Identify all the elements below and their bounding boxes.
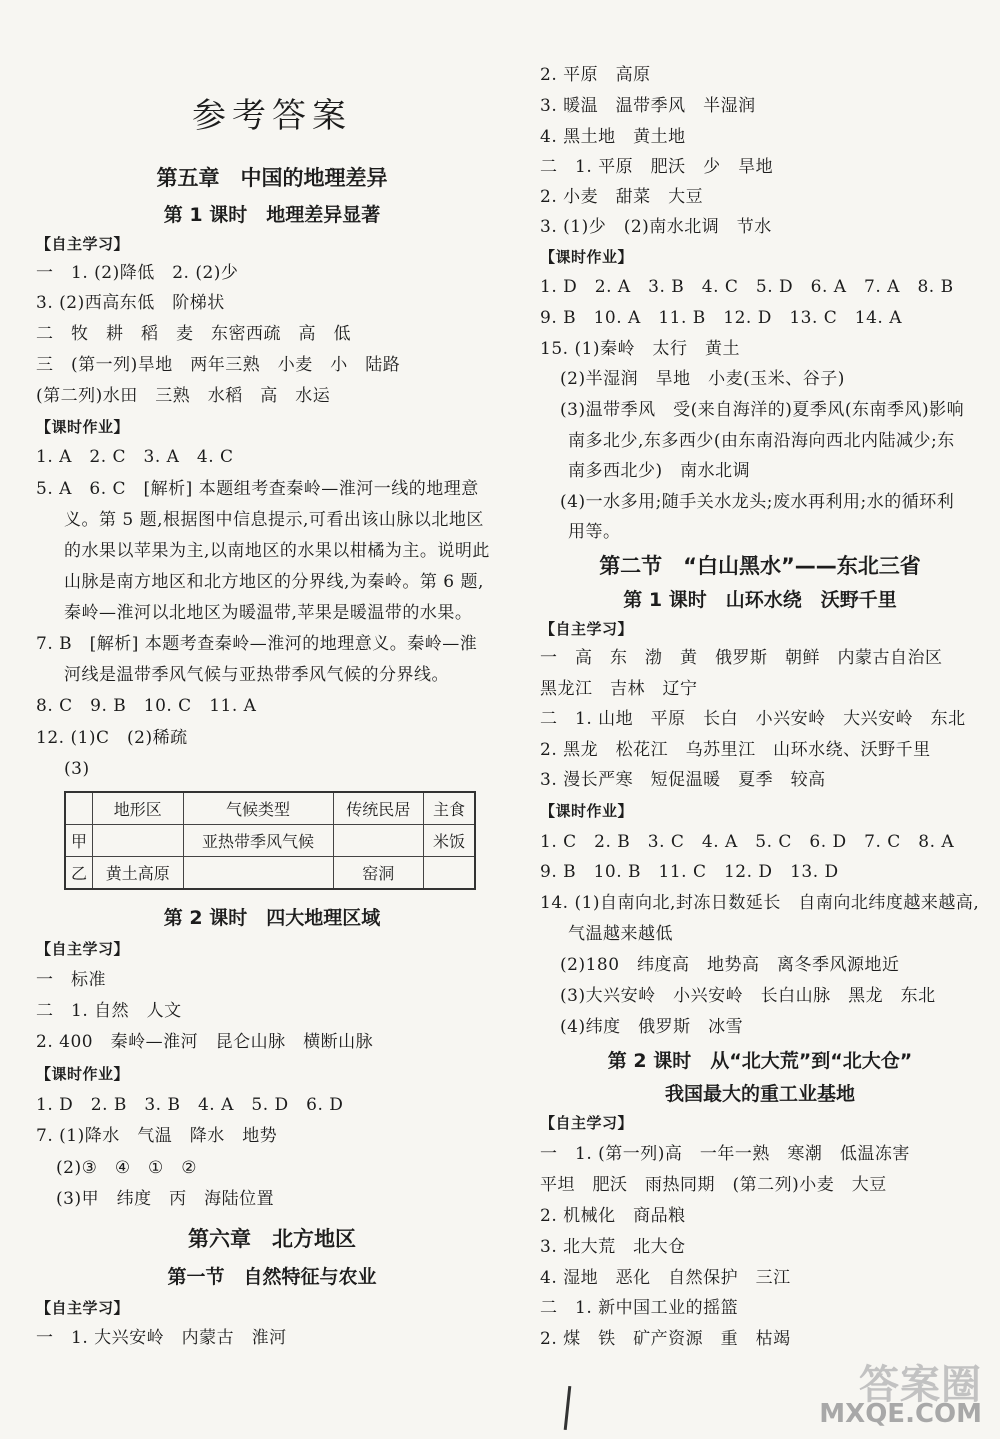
tag-zizhu-5: 【自主学习】 (540, 1114, 634, 1132)
answer-line: 气温越来越低 (568, 924, 673, 944)
answer-line: 义。第 5 题,根据图中信息提示,可看出该山脉以北地区 (64, 510, 484, 530)
answer-line: (2)半湿润 旱地 小麦(玉米、谷子) (560, 369, 845, 389)
answer-line: (2)180 纬度高 地势高 离冬季风源地近 (560, 955, 900, 975)
tag-zizhu-4: 【自主学习】 (540, 620, 634, 638)
answer-line: 3. 北大荒 北大仓 (540, 1237, 686, 1257)
answer-line: 黑龙江 吉林 辽宁 (540, 679, 698, 699)
answer-line: 的水果以苹果为主,以南地区的水果以柑橘为主。说明此 (64, 541, 490, 561)
answer-line: 山脉是南方地区和北方地区的分界线,为秦岭。第 6 题, (64, 572, 484, 592)
answer-line: 2. 机械化 商品粮 (540, 1206, 686, 1226)
table-cell (333, 825, 424, 857)
table-cell: 亚热带季风气候 (183, 825, 333, 857)
answer-line: (4)一水多用;随手关水龙头;废水再利用;水的循环利 (560, 492, 955, 512)
table-row (65, 857, 475, 890)
answer-line: 二 1. 山地 平原 长白 小兴安岭 大兴安岭 东北 (540, 709, 966, 729)
answer-line: 8. C 9. B 10. C 11. A (36, 696, 257, 716)
watermark-url: MXQE.COM (819, 1399, 982, 1429)
table-cell: 甲 (65, 825, 93, 857)
watermark (819, 1353, 986, 1429)
answer-line: 一 1. (2)降低 2. (2)少 (36, 263, 239, 283)
answer-line: 1. A 2. C 3. A 4. C (36, 447, 234, 467)
answer-line: (3)大兴安岭 小兴安岭 长白山脉 黑龙 东北 (560, 986, 936, 1006)
answer-line: 用等。 (568, 522, 621, 542)
answer-line: 2. 平原 高原 (540, 65, 651, 85)
answer-line: 2. 400 秦岭—淮河 昆仑山脉 横断山脉 (36, 1032, 374, 1052)
tag-zizhu-3: 【自主学习】 (36, 1299, 130, 1317)
answer-line: 三 (第一列)旱地 两年三熟 小麦 小 陆路 (36, 355, 401, 375)
answer-line: 二 1. 自然 人文 (36, 1001, 182, 1021)
answer-line: 2. 黑龙 松花江 乌苏里江 山环水绕、沃野千里 (540, 740, 931, 760)
answer-line: 9. B 10. B 11. C 12. D 13. D (540, 862, 839, 882)
answer-line: 河线是温带季风气候与亚热带季风气候的分界线。 (64, 665, 449, 685)
table-cell: 米饭 (424, 825, 476, 857)
table-cell: 窑洞 (333, 857, 424, 890)
lesson4-title: 第 2 课时 从“北大荒”到“北大仓” (607, 1050, 913, 1072)
table-cell: 地形区 (93, 792, 184, 825)
answer-line: 14. (1)自南向北,封冻日数延长 自南向北纬度越来越高, (540, 893, 980, 913)
answer-line: 3. (1)少 (2)南水北调 节水 (540, 217, 772, 237)
table-cell (93, 825, 184, 857)
answer-line: 秦岭—淮河以北地区为暖温带,苹果是暖温带的水果。 (64, 603, 473, 623)
lesson3-title: 第 1 课时 山环水绕 沃野千里 (623, 589, 897, 611)
table-cell (424, 857, 476, 890)
lesson2-title: 第 2 课时 四大地理区域 (163, 907, 381, 929)
tag-zizhu-2: 【自主学习】 (36, 940, 130, 958)
table-row (65, 825, 475, 857)
table-cell: 乙 (65, 857, 93, 890)
chapter5-title: 第五章 中国的地理差异 (156, 166, 388, 190)
answer-line: (4)纬度 俄罗斯 冰雪 (560, 1017, 744, 1037)
answer-line: 4. 黑土地 黄土地 (540, 127, 686, 147)
table-header-row (65, 792, 475, 825)
climate-table (64, 791, 476, 890)
answer-line: 4. 湿地 恶化 自然保护 三江 (540, 1268, 791, 1288)
answer-line: 1. D 2. A 3. B 4. C 5. D 6. A 7. A 8. B (540, 277, 954, 297)
answer-line: (3)温带季风 受(来自海洋的)夏季风(东南季风)影响 (560, 400, 965, 420)
watermark-logo: 答案圈 (859, 1362, 982, 1408)
lesson4-subtitle: 我国最大的重工业基地 (664, 1083, 855, 1105)
answer-line: 南多北少,东多西少(由东南沿海向西北内陆减少;东 (568, 431, 955, 451)
answer-line: 南多西北少) 南水北调 (568, 461, 751, 481)
tag-keshi-2: 【课时作业】 (36, 1065, 130, 1083)
answer-line: 一 标准 (36, 970, 106, 990)
answer-line: 2. 煤 铁 矿产资源 重 枯竭 (540, 1329, 791, 1349)
answer-line: 二 1. 平原 肥沃 少 旱地 (540, 157, 774, 177)
table-cell (65, 792, 93, 825)
answer-line: 二 1. 新中国工业的摇篮 (540, 1298, 739, 1318)
section1-title: 第一节 自然特征与农业 (167, 1266, 377, 1288)
table-cell (183, 857, 333, 890)
answer-line: (3)甲 纬度 丙 海陆位置 (56, 1189, 275, 1209)
answer-line: 1. D 2. B 3. B 4. A 5. D 6. D (36, 1095, 344, 1115)
answer-line: 二 牧 耕 稻 麦 东密西疏 高 低 (36, 324, 351, 344)
answer-line: (3) (64, 759, 90, 779)
answer-line: 1. C 2. B 3. C 4. A 5. C 6. D 7. C 8. A (540, 832, 955, 852)
table-cell: 主食 (424, 792, 476, 825)
answer-line: 一 高 东 渤 黄 俄罗斯 朝鲜 内蒙古自治区 (540, 648, 943, 668)
tag-zizhu-1: 【自主学习】 (36, 235, 130, 253)
answer-line: 平坦 肥沃 雨热同期 (第二列)小麦 大豆 (540, 1175, 887, 1195)
answer-line: (第二列)水田 三熟 水稻 高 水运 (36, 386, 331, 406)
answer-line: 12. (1)C (2)稀疏 (36, 728, 188, 748)
answer-line: (2)③ ④ ① ② (56, 1158, 198, 1178)
answer-line: 15. (1)秦岭 太行 黄土 (540, 339, 741, 359)
answer-line: 9. B 10. A 11. B 12. D 13. C 14. A (540, 308, 902, 328)
tag-keshi-1: 【课时作业】 (36, 418, 130, 436)
answer-line: 2. 小麦 甜菜 大豆 (540, 187, 704, 207)
table-cell: 黄土高原 (93, 857, 184, 890)
tag-keshi-3: 【课时作业】 (540, 248, 634, 266)
answer-line: 3. 暖温 温带季风 半湿润 (540, 96, 756, 116)
table-cell: 气候类型 (183, 792, 333, 825)
lesson1-title: 第 1 课时 地理差异显著 (163, 204, 381, 226)
pen-mark (564, 1386, 572, 1430)
answer-line: 5. A 6. C [解析] 本题组考查秦岭—淮河一线的地理意 (36, 479, 479, 499)
table-cell: 传统民居 (333, 792, 424, 825)
section2-title: 第二节 “白山黑水”——东北三省 (599, 554, 921, 578)
answer-line: 3. 漫长严寒 短促温暖 夏季 较高 (540, 770, 826, 790)
answer-line: 一 1. 大兴安岭 内蒙古 淮河 (36, 1328, 287, 1348)
answer-line: 7. B [解析] 本题考查秦岭—淮河的地理意义。秦岭—淮 (36, 634, 478, 654)
answer-line: 7. (1)降水 气温 降水 地势 (36, 1126, 278, 1146)
answer-line: 一 1. (第一列)高 一年一熟 寒潮 低温冻害 (540, 1144, 910, 1164)
page-title: 参考答案 (192, 96, 352, 136)
chapter6-title: 第六章 北方地区 (188, 1227, 356, 1251)
tag-keshi-4: 【课时作业】 (540, 802, 634, 820)
answer-line: 3. (2)西高东低 阶梯状 (36, 293, 225, 313)
